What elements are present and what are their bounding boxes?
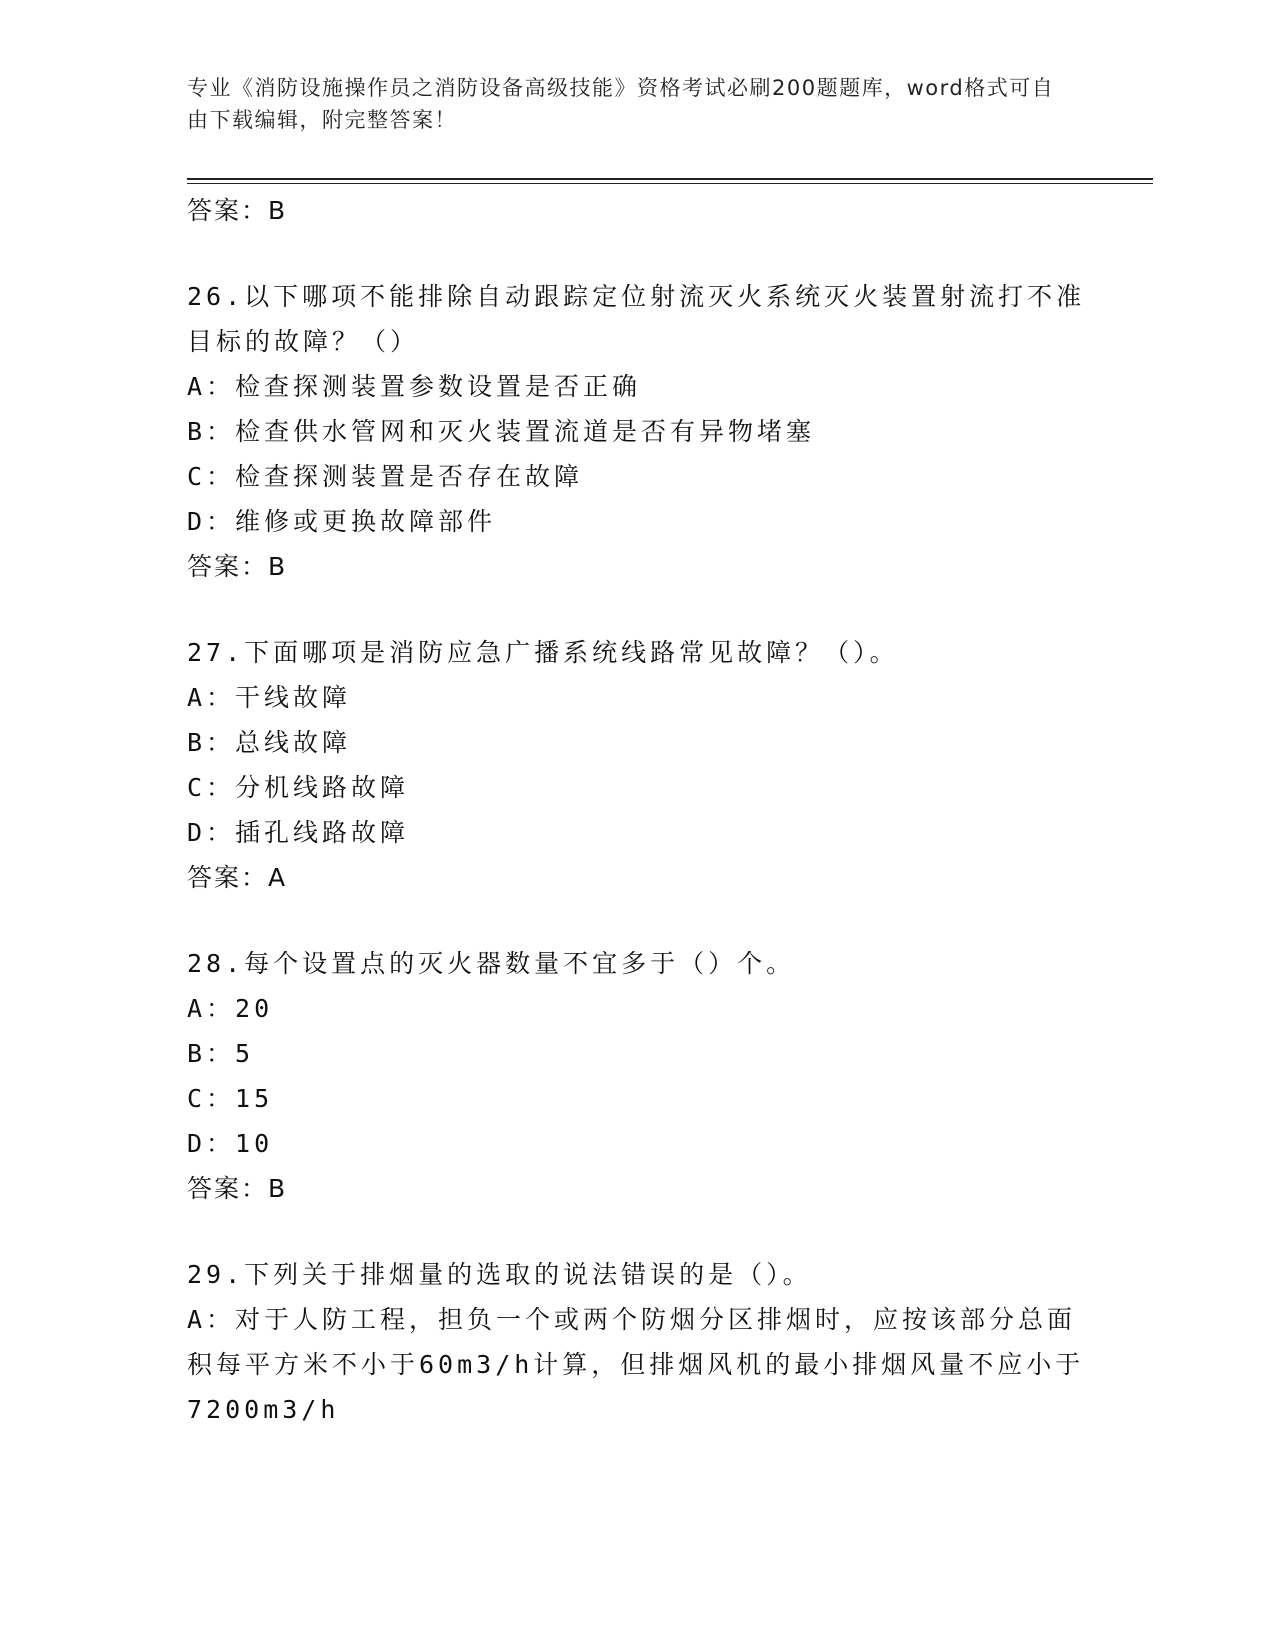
question-29 [187, 1252, 1087, 1432]
question-28 [187, 941, 1087, 1212]
option-c: C：15 [187, 1084, 274, 1113]
option-b: B：总线故障 [187, 728, 352, 757]
option-d: D：10 [187, 1129, 274, 1158]
header-divider-thin [187, 183, 1153, 184]
question-list [187, 188, 1087, 1432]
question-27 [187, 630, 1087, 901]
question-stem: 26.以下哪项不能排除自动跟踪定位射流灭火系统灭火装置射流打不准目标的故障？（） [187, 282, 1086, 356]
question-stem: 28.每个设置点的灭火器数量不宜多于（）个。 [187, 949, 796, 978]
option-d: D：插孔线路故障 [187, 818, 410, 847]
option-a: A：干线故障 [187, 683, 352, 712]
answer-line: 答案：B [187, 552, 288, 581]
option-a: A：对于人防工程，担负一个或两个防烟分区排烟时，应按该部分总面积每平方米不小于60m3/h计算，但排烟风机的最小排烟风量不应小于7200m3/h [187, 1305, 1085, 1424]
option-c: C：分机线路故障 [187, 773, 410, 802]
question-stem: 29.下列关于排烟量的选取的说法错误的是（）。 [187, 1260, 812, 1289]
option-b: B：检查供水管网和灭火装置流道是否有异物堵塞 [187, 417, 816, 446]
option-c: C：检查探测装置是否存在故障 [187, 462, 584, 491]
document-header: 专业《消防设施操作员之消防设备高级技能》资格考试必刷200题题库，word格式可自由下载编辑，附完整答案！ [187, 76, 1055, 132]
option-d: D：维修或更换故障部件 [187, 507, 497, 536]
header-divider [187, 178, 1153, 180]
option-b: B：5 [187, 1039, 255, 1068]
question-26 [187, 274, 1087, 590]
answer-line: 答案：A [187, 863, 288, 892]
answer-line: 答案：B [187, 196, 288, 225]
question-stem: 27.下面哪项是消防应急广播系统线路常见故障？（）。 [187, 638, 899, 667]
option-a: A：20 [187, 994, 274, 1023]
option-a: A：检查探测装置参数设置是否正确 [187, 372, 642, 401]
answer-line: 答案：B [187, 1174, 288, 1203]
